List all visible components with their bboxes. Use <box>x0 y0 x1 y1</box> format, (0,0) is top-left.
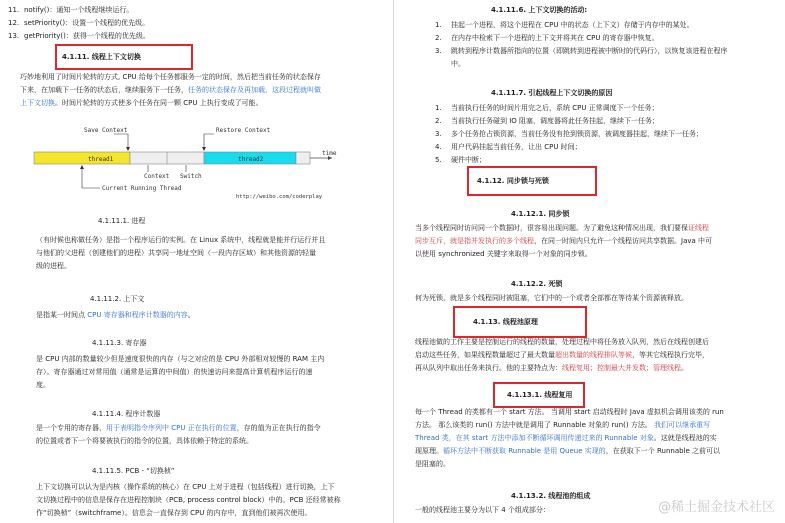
source-url: http://weibo.com/coderplay <box>236 194 323 200</box>
subsection-heading: 4.1.11.5. PCB - “切换桢” <box>92 467 175 475</box>
context-switch-diagram <box>30 122 366 202</box>
list-num: 12. <box>8 19 20 27</box>
text-line <box>415 445 785 458</box>
list-num: 1. <box>435 21 442 29</box>
current-thread-pointer <box>82 166 100 188</box>
text-line: 以使用 synchronized 关键字来取得一个对象的同步锁。 <box>415 250 592 258</box>
current-thread-arrow-icon <box>80 165 84 169</box>
list-text: setPriority()：设置一个线程的优先级。 <box>24 19 150 27</box>
text-line <box>415 235 785 248</box>
switch-label: Switch <box>180 173 202 180</box>
text-line: 度。 <box>36 381 50 389</box>
text-line: 每一个 Thread 的类都有一个 start 方法。 当调用 start 启动线程时 Java 虚拟机会调用该类的 run <box>415 408 724 416</box>
list-text: 当前执行任务的时间片用完之后，系统 CPU 正常调度下一个任务； <box>451 104 659 112</box>
context-label: Context <box>144 173 170 180</box>
subsection-heading: 4.1.11.3. 寄存器 <box>92 339 147 347</box>
text-span: ，在同一时间内只允许一个线程访问共享数据。Java 中可 <box>534 237 713 245</box>
tail-bar <box>296 152 310 164</box>
list-text: 中。 <box>451 60 465 68</box>
program-counter-paragraph <box>36 422 381 448</box>
restore-context-label: Restore Context <box>216 127 271 134</box>
right-page <box>403 0 783 523</box>
highlight-text: Thread 类，在其 start 方法中添加不断循环调用传递过来的 Runnable 对象 <box>415 434 654 442</box>
text-line <box>415 349 785 362</box>
highlight-text: 任务的状态保存及再加载，这段过程就叫做 <box>188 86 321 94</box>
list-text: 硬件中断； <box>451 156 486 164</box>
text-line: 是阻塞的。 <box>415 460 450 468</box>
list-num: 3. <box>435 47 442 55</box>
thread1-label: thread1 <box>88 156 114 163</box>
text-line <box>415 222 785 235</box>
list-text: 用户代码挂起当前任务，让出 CPU 时间； <box>451 143 582 151</box>
watermark: @稀土掘金技术社区 <box>657 500 775 515</box>
list-item <box>435 19 785 32</box>
context-paragraph <box>36 309 381 322</box>
text-span: 。时间片轮转的方式使多个任务在同一颗 CPU 上执行变成了可能。 <box>55 99 263 107</box>
highlight-text: 循环方法中不断获取 Runnable 是用 Queue 实现的 <box>443 447 606 455</box>
sync-paragraph <box>415 222 785 261</box>
text-line <box>36 422 381 435</box>
left-page <box>6 0 386 523</box>
list-num: 11. <box>8 6 20 14</box>
current-thread-label: Current Running Thread <box>102 185 182 192</box>
highlight-text: 线程复用；控制最大并发数；管理线程 <box>562 364 681 372</box>
list-item <box>435 115 785 128</box>
text-span: ，在获取下一个 Runnable 之前可以 <box>605 447 721 455</box>
list-text: 跳转到程序计数器所指向的位置（即跳转到进程被中断时的代码行），以恢复该进程在程序 <box>451 47 728 55</box>
save-arrow-icon <box>126 147 130 151</box>
list-num: 4. <box>435 143 442 151</box>
section-heading: 4.1.11. 线程上下文切换 <box>62 53 141 61</box>
text-span: ，存的值为正在执行的指令 <box>236 424 321 432</box>
thread1-bar <box>34 152 130 164</box>
intro-paragraph <box>20 71 380 110</box>
text-span: 当多个线程同时访问同一个数据时，很容易出现问题。为了避免这种情况出现，我们要保 <box>415 224 688 232</box>
list-text: 当前执行任务碰到 IO 阻塞，调度器将此任务挂起，继续下一任务； <box>451 117 660 125</box>
list-num: 2. <box>435 117 442 125</box>
text-span: 启动这些任务，如果线程数量超过了最大数量 <box>415 351 555 359</box>
list-text: 挂起一个进程，将这个进程在 CPU 中的状态（上下文）存储于内存中的某处。 <box>451 21 694 29</box>
page-divider <box>393 0 394 523</box>
text-line: 上下文切换可以认为是内核（操作系统的核心）在 CPU 上对于进程（包括线程）进行切换，上下 <box>36 483 335 491</box>
list-item <box>435 102 785 115</box>
text-line <box>415 432 785 445</box>
list-text: notify()：通知一个线程继续运行。 <box>24 6 134 14</box>
text-line: 线程池做的工作主要是控制运行的线程的数量，处理过程中将任务放入队列，然后在线程创建后 <box>415 338 709 346</box>
subsection-heading: 4.1.11.2. 上下文 <box>90 295 145 303</box>
text-span: 。 <box>187 311 195 319</box>
subsection-heading: 4.1.12.2. 死锁 <box>511 280 563 288</box>
subsection-heading: 4.1.13.2. 线程池的组成 <box>511 492 591 500</box>
highlight-text: 超出数量的线程排队等候 <box>555 351 632 359</box>
list-num: 5. <box>435 156 442 164</box>
highlight-text: 用于表明指令序列中 CPU 正在执行的位置 <box>106 424 237 432</box>
highlight-text: 证线程 <box>688 224 709 232</box>
list-item <box>435 141 785 154</box>
section-heading: 4.1.13. 线程池原理 <box>473 318 538 326</box>
thread2-label: thread2 <box>238 156 264 163</box>
subsection-heading: 4.1.11.6. 上下文切换的活动: <box>491 6 588 14</box>
text-line: 巧妙地利用了时间片轮转的方式, CPU 给每个任务都服务一定的时间，然后把当前任务的状态保存 <box>20 73 321 81</box>
text-line: 作“切换桢”（switchframe）。信息会一直保存到 CPU 的内存中，直到他们被再次使用。 <box>36 509 312 517</box>
pcb-paragraph <box>36 481 386 520</box>
list-text: getPriority()：获得一个线程的优先级。 <box>24 32 150 40</box>
text-line: 一般的线程池主要分为以下 4 个组成部分： <box>415 506 550 514</box>
list-num: 1. <box>435 104 442 112</box>
highlight-text: CPU 寄存器和程序计数器的内容 <box>87 311 188 319</box>
text-span: 方法。 那么该类的 run() 方法中就是调用了 Runnable 对象的 run() 方法。 <box>415 421 655 429</box>
text-line: 级的进程。 <box>36 262 71 270</box>
list-item <box>8 19 149 28</box>
text-line: （有时候也称做任务）是指一个程序运行的实例。在 Linux 系统中，线程就是能并行运行并且 <box>36 236 326 244</box>
time-label: time <box>322 150 337 157</box>
subsection-heading: 4.1.13.1. 线程复用 <box>507 391 573 399</box>
list-item <box>435 45 785 58</box>
list-item <box>435 58 785 71</box>
reuse-paragraph <box>415 406 785 471</box>
text-span: 再从队列中取出任务来执行。他的主要特点为： <box>415 364 562 372</box>
text-line: 文切换过程中的信息是保存在进程控制块（PCB, process control block）中的。PCB 还经常被称 <box>36 496 341 504</box>
pool-paragraph <box>415 336 785 375</box>
subsection-heading: 4.1.12.1. 同步锁 <box>511 210 570 218</box>
highlight-text: 同步互斥，就是指并发执行的多个线程 <box>415 237 534 245</box>
list-item <box>435 128 785 141</box>
list-item <box>8 6 133 15</box>
text-line <box>415 419 785 432</box>
text-line <box>415 362 785 375</box>
text-span: 是指某一时间点 <box>36 311 88 319</box>
register-paragraph <box>36 353 381 392</box>
list-text: 多个任务抢占锁资源，当前任务没有抢到锁资源，被调度器挂起，继续下一任务； <box>451 130 703 138</box>
text-line <box>36 309 381 322</box>
subsection-heading: 4.1.11.1. 进程 <box>98 217 146 225</box>
save-context-label: Save Context <box>84 127 128 134</box>
text-line: 与他们的父进程（创建他们的进程）共享同一地址空间（一段内存区域）和其他资源的轻量 <box>36 249 316 257</box>
activity-list <box>435 19 785 71</box>
text-span: 现原理。 <box>415 447 443 455</box>
text-line <box>20 97 380 110</box>
subsection-heading: 4.1.11.4. 程序计数器 <box>92 410 161 418</box>
text-line: 何为死锁，就是多个线程同时被阻塞，它们中的一个或者全部都在等待某个资源被释放。 <box>415 294 688 302</box>
save-arrow <box>114 134 128 150</box>
list-text: 在内存中检索下一个进程的上下文并将其在 CPU 的寄存器中恢复。 <box>451 34 659 42</box>
text-span: 。这就是线程池的实 <box>653 434 717 442</box>
highlight-text: 上下文切换 <box>20 99 55 107</box>
highlight-text: 我们可以继承重写 <box>654 421 711 429</box>
list-item <box>435 32 785 45</box>
text-line: 存）。寄存器通过对常用值（通常是运算的中间值）的快速访问来提高计算机程序运行的速 <box>36 368 313 376</box>
text-span: 是一个专用的寄存器， <box>36 424 106 432</box>
text-line: 的位置或者下一个将要被执行的指令的位置，具体依赖于特定的系统。 <box>36 437 253 445</box>
list-item <box>8 32 150 41</box>
text-line: 是 CPU 内部的数量较少但是速度很快的内存（与之对应的是 CPU 外部相对较慢的 RAM 主内 <box>36 355 325 363</box>
subsection-heading: 4.1.11.7. 引起线程上下文切换的原因 <box>491 89 613 97</box>
cause-list <box>435 102 785 167</box>
restore-arrow-icon <box>202 147 206 151</box>
list-num: 2. <box>435 34 442 42</box>
text-span: 下来，在加载下一任务的状态后，继续服务下一任务， <box>20 86 188 94</box>
section-heading: 4.1.12. 同步锁与死锁 <box>477 177 549 185</box>
process-paragraph <box>36 234 381 273</box>
text-span: ，等其它线程执行完毕， <box>632 351 709 359</box>
deadlock-paragraph <box>415 292 785 305</box>
text-span: 。 <box>681 364 688 372</box>
list-num: 13. <box>8 32 20 40</box>
list-num: 3. <box>435 130 442 138</box>
text-line <box>20 84 380 97</box>
